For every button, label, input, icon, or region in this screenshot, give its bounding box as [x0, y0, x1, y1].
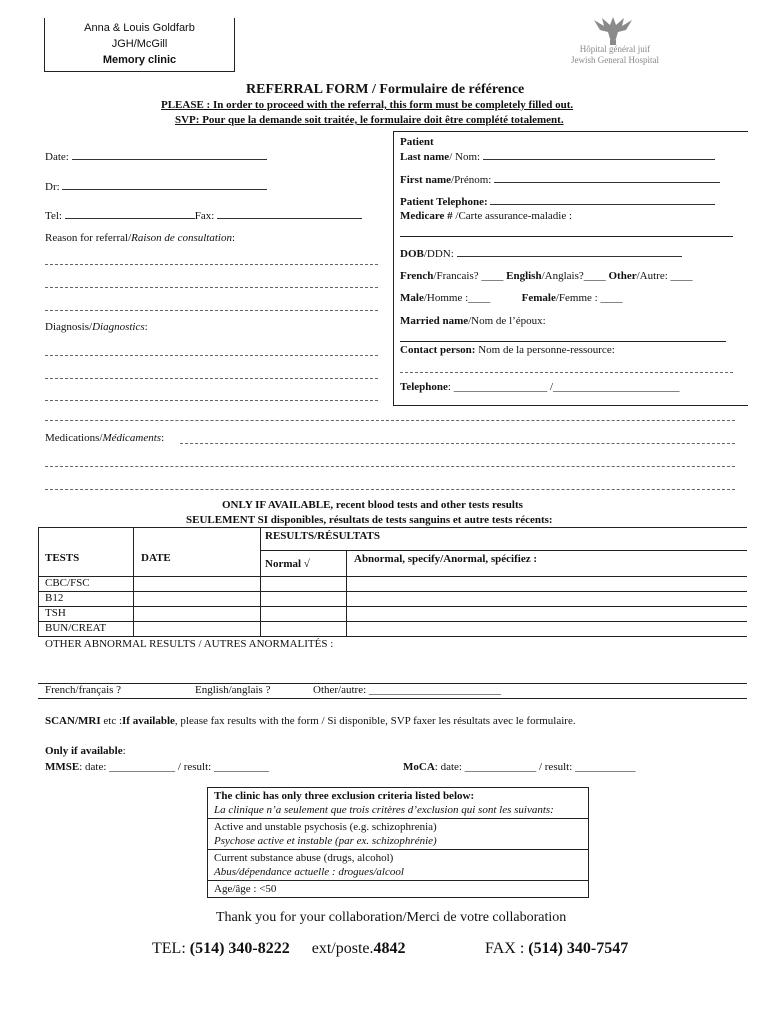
medicare-line[interactable]	[400, 236, 733, 237]
diagnosis-line-3[interactable]	[45, 400, 378, 401]
page-title: REFERRAL FORM / Formulaire de référence	[246, 82, 525, 97]
female-option[interactable]: /Femme : ____	[555, 292, 623, 304]
moca-field[interactable]	[403, 761, 636, 773]
moca-label: MoCA	[403, 761, 435, 773]
table-row-border-0	[38, 576, 747, 577]
medications-line-1[interactable]	[180, 443, 735, 444]
language-field[interactable]	[400, 270, 693, 282]
notice-english: PLEASE : In order to proceed with the referral, this form must be completely filled out.	[161, 99, 574, 111]
hospital-name-en: Jewish General Hospital	[571, 55, 659, 65]
exclusion-criteria-box	[207, 787, 589, 898]
exclusion-psychosis-en: Active and unstable psychosis (e.g. schizophrenia)	[214, 821, 437, 833]
scan-mri-line	[45, 715, 576, 727]
only-if-available-label: Only if available	[45, 745, 123, 757]
table-row-bun: BUN/CREAT	[45, 622, 107, 634]
reason-line-3[interactable]	[45, 310, 378, 311]
fax-label: Fax:	[194, 210, 215, 222]
last-name-field[interactable]	[400, 150, 715, 163]
medicare-label-fr: /Carte assurance-maladie :	[452, 210, 573, 222]
first-name-label: First name	[400, 174, 452, 186]
col-tests-header: TESTS	[45, 552, 80, 564]
other-option[interactable]: /Autre: ____	[636, 270, 693, 282]
ext-footer-number: 4842	[373, 940, 406, 957]
tel-line[interactable]	[65, 209, 195, 219]
dob-field[interactable]	[400, 247, 682, 260]
tel-label: Tel:	[45, 210, 62, 222]
patient-telephone-line[interactable]	[490, 195, 715, 205]
male-label: Male	[400, 292, 424, 304]
mmse-label: MMSE	[45, 761, 80, 773]
contact-person-line[interactable]	[400, 372, 733, 373]
diagnosis-label-fr: Diagnostics	[92, 321, 145, 333]
clinic-box	[44, 18, 235, 72]
exclusion-heading-en: The clinic has only three exclusion criteria listed below:	[214, 790, 475, 802]
english-option[interactable]: /Anglais?____	[541, 270, 606, 282]
col-date-header: DATE	[141, 552, 171, 564]
col-normal-header: Normal √	[265, 558, 310, 570]
medications-label: Medications/Médicaments:	[45, 432, 165, 444]
tel-footer-number: (514) 340-8222	[189, 940, 290, 957]
clinic-name-line3: Memory clinic	[102, 54, 177, 66]
table-row-border-2	[38, 606, 747, 607]
exclusion-criterion-psychosis	[208, 818, 588, 849]
medications-label-en: Medications/	[45, 432, 103, 444]
contact-telephone-line[interactable]: : _________________ /_______________________	[447, 381, 680, 393]
fax-footer-label: FAX :	[485, 940, 529, 957]
patient-telephone-field[interactable]	[400, 195, 715, 208]
only-if-available	[45, 745, 126, 757]
reason-line-1[interactable]	[45, 264, 378, 265]
contact-person-field[interactable]	[400, 344, 615, 356]
tests-table-top-border	[38, 527, 747, 528]
lang-english-option[interactable]: English/anglais ?	[195, 684, 271, 696]
scan-if-available: If available	[122, 715, 175, 727]
tests-title-en: ONLY IF AVAILABLE, recent blood tests and other tests results	[222, 499, 523, 511]
contact-telephone-field[interactable]	[400, 381, 680, 393]
scan-instruction: , please fax results with the form / Si disponible, SVP faxer les résultats avec le formulaire.	[174, 715, 576, 727]
married-name-line[interactable]	[400, 341, 726, 342]
reason-label-fr: Raison de consultation	[131, 232, 232, 244]
dob-label: DOB	[400, 248, 424, 260]
table-vline-normal	[346, 550, 347, 637]
medications-line-2[interactable]	[45, 466, 735, 467]
notice-french: SVP: Pour que la demande soit traitée, le formulaire doit être complété totalement.	[175, 114, 564, 126]
thank-you-text: Thank you for your collaboration/Merci de votre collaboration	[216, 910, 567, 925]
medications-line-3[interactable]	[45, 489, 735, 490]
date-line[interactable]	[72, 150, 267, 160]
last-name-label: Last name	[400, 151, 450, 163]
moca-inputs[interactable]: : date: _____________ / result: ___________	[434, 761, 636, 773]
clinic-name-line1: Anna & Louis Goldfarb	[84, 22, 195, 34]
last-name-line[interactable]	[483, 150, 715, 160]
mmse-field[interactable]	[45, 761, 269, 773]
diagnosis-line-2[interactable]	[45, 378, 378, 379]
diagnosis-label-en: Diagnosis/	[45, 321, 93, 333]
first-name-label-fr: /Prénom:	[451, 174, 492, 186]
medicare-field[interactable]	[400, 210, 572, 222]
tests-title-fr: SEULEMENT SI disponibles, résultats de tests sanguins et autre tests récents:	[186, 514, 553, 526]
contact-person-label: Contact person:	[400, 344, 476, 356]
lang-row-bottom-border	[38, 698, 747, 699]
date-label: Date:	[45, 151, 69, 163]
married-name-field[interactable]	[400, 315, 546, 327]
clinic-telephone	[152, 940, 406, 958]
diagnosis-line-1[interactable]	[45, 355, 378, 356]
col-abnormal-header: Abnormal, specify/Anormal, spécifiez :	[354, 553, 537, 565]
table-row-border-4	[38, 636, 747, 637]
reason-line-2[interactable]	[45, 287, 378, 288]
scan-mri-etc: etc :	[100, 715, 123, 727]
date-field[interactable]	[45, 150, 267, 163]
dob-line[interactable]	[457, 247, 682, 257]
last-name-label-fr: / Nom:	[449, 151, 481, 163]
other-abnormal-label: OTHER ABNORMAL RESULTS / AUTRES ANORMALITÉS :	[45, 638, 334, 650]
french-label: French	[400, 270, 434, 282]
table-row-cbc: CBC/FSC	[45, 577, 90, 589]
hospital-name	[560, 44, 670, 66]
medicare-label: Medicare #	[400, 210, 453, 222]
patient-telephone-label: Patient Telephone:	[400, 196, 488, 208]
ext-footer-label: ext/poste.	[311, 940, 374, 957]
married-name-label: Married name	[400, 315, 469, 327]
exclusion-substance-fr: Abus/dépendance actuelle : drogues/alcool	[214, 866, 404, 878]
doctor-label: Dr:	[45, 181, 60, 193]
hospital-logo-icon	[588, 16, 638, 46]
medications-line-0[interactable]	[45, 420, 735, 421]
table-row-b12: B12	[45, 592, 64, 604]
male-option[interactable]: /Homme :____	[423, 292, 491, 304]
exclusion-heading-fr: La clinique n’a seulement que trois critères d’exclusion qui sont les suivants:	[214, 804, 554, 816]
exclusion-heading	[208, 788, 588, 818]
fax-footer-number: (514) 340-7547	[528, 940, 629, 957]
patient-heading: Patient	[400, 136, 434, 148]
reason-label-en: Reason for referral/	[45, 232, 132, 244]
clinic-name-line2: JGH/McGill	[111, 38, 168, 50]
hospital-name-fr: Hôpital général juif	[579, 44, 651, 54]
results-header: RESULTS/RÉSULTATS	[265, 530, 380, 542]
lang-french-option[interactable]: French/français ?	[45, 684, 122, 696]
exclusion-substance-en: Current substance abuse (drugs, alcohol)	[214, 852, 394, 864]
only-if-available-colon: :	[122, 745, 126, 757]
lang-other-option[interactable]: Other/autre: ________________________	[313, 684, 501, 696]
married-name-label-fr: /Nom de l’époux:	[468, 315, 546, 327]
table-row-tsh: TSH	[45, 607, 66, 619]
table-row-border-1	[38, 591, 747, 592]
exclusion-psychosis-fr: Psychose active et instable (par ex. schizophrénie)	[214, 835, 437, 847]
contact-telephone-label: Telephone	[400, 381, 448, 393]
clinic-fax	[485, 940, 628, 958]
first-name-line[interactable]	[494, 173, 720, 183]
exclusion-age: Age/âge : <50	[214, 883, 277, 895]
female-label: Female	[521, 292, 556, 304]
exclusion-criterion-age	[208, 880, 588, 897]
results-header-border	[260, 550, 747, 551]
doctor-field[interactable]	[45, 180, 267, 193]
tel-footer-label: TEL:	[152, 940, 190, 957]
fax-line[interactable]	[217, 209, 362, 219]
exclusion-criterion-substance	[208, 849, 588, 880]
contact-person-label-fr: Nom de la personne-ressource:	[475, 344, 615, 356]
table-row-border-3	[38, 621, 747, 622]
other-label: Other	[608, 270, 637, 282]
french-option[interactable]: /Francais? ____	[433, 270, 504, 282]
first-name-field[interactable]	[400, 173, 720, 186]
diagnosis-label: Diagnosis/Diagnostics:	[45, 321, 148, 333]
reason-label: Reason for referral/Raison de consultation:	[45, 232, 236, 244]
doctor-line[interactable]	[62, 180, 267, 190]
medications-label-fr: Médicaments	[102, 432, 162, 444]
tel-fax-field[interactable]	[45, 209, 362, 222]
sex-field[interactable]	[400, 292, 622, 304]
mmse-inputs[interactable]: : date: ____________ / result: __________	[79, 761, 269, 773]
dob-label-fr: /DDN:	[423, 248, 454, 260]
english-label: English	[506, 270, 542, 282]
scan-mri-label: SCAN/MRI	[45, 715, 101, 727]
